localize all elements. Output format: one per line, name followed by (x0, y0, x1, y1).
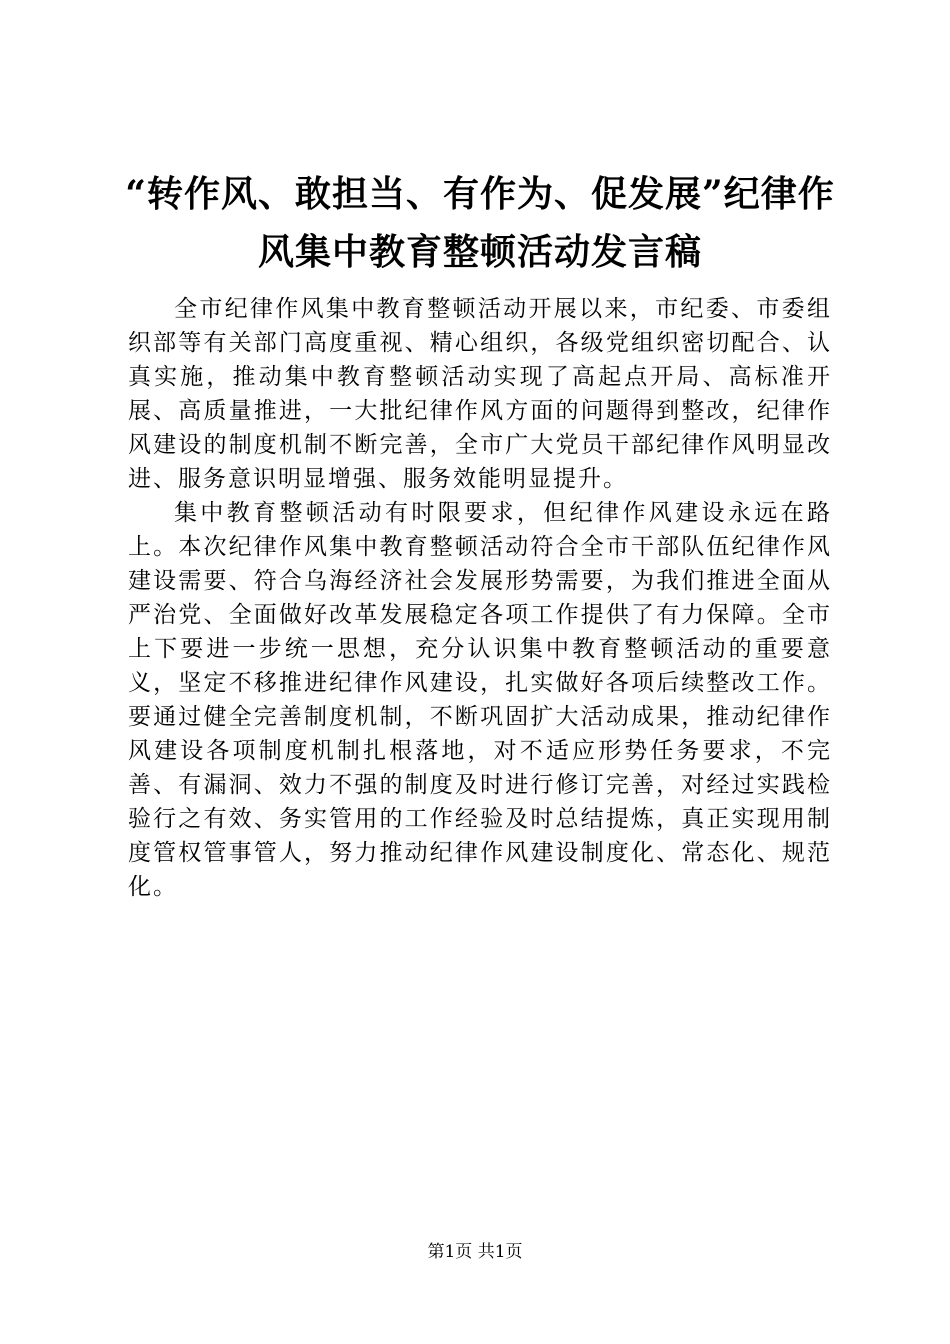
paragraph-2: 集中教育整顿活动有时限要求，但纪律作风建设永远在路上。本次纪律作风集中教育整顿活动符合全市干部队伍纪律作风建设需要、符合乌海经济社会发展形势需要，为我们推进全面从严治党、全面做好改革发展稳定各项工作提供了有力保障。全市上下要进一步统一思想，充分认识集中教育整顿活动的重要意义，坚定不移推进纪律作风建设，扎实做好各项后续整改工作。要通过健全完善制度机制，不断巩固扩大活动成果，推动纪律作风建设各项制度机制扎根落地，对不适应形势任务要求，不完善、有漏洞、效力不强的制度及时进行修订完善，对经过实践检验行之有效、务实管用的工作经验及时总结提炼，真正实现用制度管权管事管人，努力推动纪律作风建设制度化、常态化、规范化。 (128, 500, 832, 900)
page-footer: 第1页 共1页 (427, 1242, 523, 1262)
document-title (120, 165, 840, 281)
paragraph-1: 全市纪律作风集中教育整顿活动开展以来，市纪委、市委组织部等有关部门高度重视、精心组织，各级党组织密切配合、认真实施，推动集中教育整顿活动实现了高起点开局、高标准开展、高质量推进，一大批纪律作风方面的问题得到整改，纪律作风建设的制度机制不断完善，全市广大党员干部纪律作风明显改进、服务意识明显增强、服务效能明显提升。 (128, 296, 832, 492)
title-line-1: “转作风、敢担当、有作为、促发展”纪律作 (125, 173, 835, 215)
document-body (128, 292, 832, 904)
title-line-2: 风集中教育整顿活动发言稿 (257, 231, 702, 273)
